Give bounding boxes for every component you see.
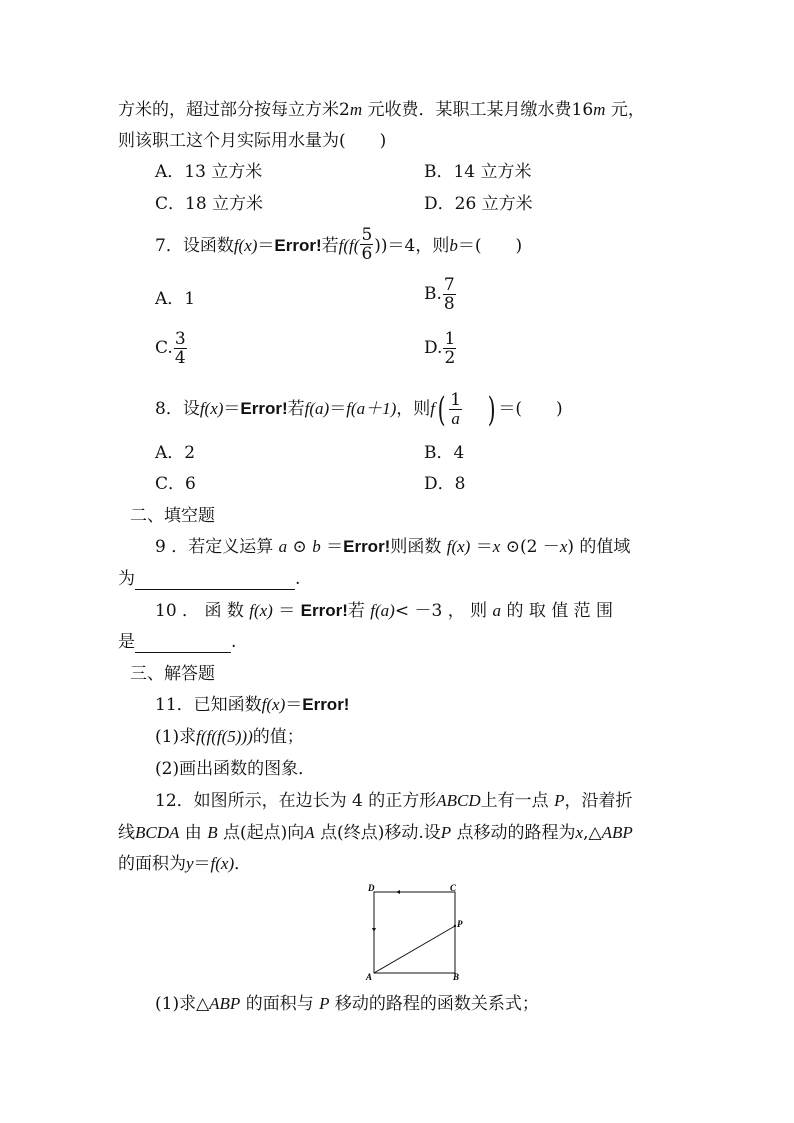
q7-option-c: C. $\frac{3}{4}$ bbox=[155, 329, 186, 368]
fraction-3-4: $\frac{3}{4}$ bbox=[174, 329, 186, 368]
q7-option-a: A．1 bbox=[155, 289, 196, 309]
q8-option-b: B．4 bbox=[424, 443, 465, 463]
answer-blank-9[interactable] bbox=[135, 571, 295, 590]
q6-option-d: D．26 立方米 bbox=[424, 194, 533, 214]
right-paren: ) bbox=[487, 389, 496, 430]
fraction-1-a: $\frac{1}{a}$ bbox=[450, 390, 462, 428]
answer-blank-10[interactable] bbox=[135, 634, 231, 653]
fraction-1-2: $\frac{1}{2}$ bbox=[444, 329, 456, 368]
q6-option-c: C．18 立方米 bbox=[155, 194, 264, 214]
label-c: C bbox=[450, 883, 457, 893]
q6-option-b: B．14 立方米 bbox=[424, 162, 532, 182]
q12-line1: 12．如图所示，在边长为 4 的正方形ABCD上有一点 P，沿着折 bbox=[155, 791, 633, 811]
q11-stem: 11．已知函数f(x)＝Error! bbox=[155, 695, 350, 715]
label-p: P bbox=[457, 919, 463, 929]
q10-line1: 10 ． 函 数 f(x) ＝ Error!若 f(a)< －3 ， 则 a 的 取 值 范 围 bbox=[155, 601, 614, 621]
q9-line1: 9 ．若定义运算 a ⊙ b ＝Error!则函数 f(x) ＝x ⊙(2 －x) 的值域 bbox=[155, 537, 631, 557]
label-a: A bbox=[366, 972, 373, 982]
arrow-down-left bbox=[372, 928, 376, 932]
q7-option-b: B. $\frac{7}{8}$ bbox=[424, 275, 455, 314]
q7-stem: 7．设函数f(x)＝Error!若f(f( $\frac{5}{6}$ ))＝4，则b＝( ) bbox=[155, 225, 523, 264]
q12-line2: 线BCDA 由 B 点(起点)向A 点(终点)移动.设P 点移动的路程为x,△ABP bbox=[118, 823, 633, 843]
label-d: D bbox=[368, 883, 375, 893]
q12-line3: 的面积为y＝f(x)． bbox=[118, 854, 252, 874]
label-b: B bbox=[453, 972, 460, 982]
fraction-5-6: $\frac{5}{6}$ bbox=[361, 225, 373, 264]
q6-option-a: A．13 立方米 bbox=[155, 162, 263, 182]
q8-stem: 8．设f(x)＝Error!若f(a)＝f(a＋1)，则f( $\frac{1}{a}$ ) ＝( ) bbox=[155, 389, 563, 430]
left-paren: ( bbox=[437, 389, 446, 430]
section-solution-heading: 三、解答题 bbox=[130, 664, 215, 684]
q6-line1: 方米的，超过部分按每立方米2m 元收费．某职工某月缴水费16m 元， bbox=[118, 100, 645, 120]
q11-part2: (2)画出函数的图象． bbox=[155, 759, 316, 779]
q8-option-d: D．8 bbox=[424, 474, 466, 494]
q6-line2: 则该职工这个月实际用水量为( ) bbox=[118, 131, 387, 151]
q8-option-a: A．2 bbox=[155, 443, 196, 463]
section-fill-in-heading: 二、填空题 bbox=[130, 506, 215, 526]
q11-part1: (1)求f(f(f(5)))的值； bbox=[155, 727, 304, 747]
q7-option-d: D. $\frac{1}{2}$ bbox=[424, 329, 456, 368]
q9-line2: 为 . bbox=[118, 569, 301, 589]
square-abcd-figure bbox=[362, 882, 468, 982]
q10-line2: 是 . bbox=[118, 632, 237, 652]
segment-ap bbox=[374, 926, 455, 973]
q12-part1: (1)求△ABP 的面积与 P 移动的路程的函数关系式； bbox=[155, 994, 539, 1014]
point-p bbox=[454, 925, 456, 927]
fraction-7-8: $\frac{7}{8}$ bbox=[443, 275, 455, 314]
q8-option-c: C．6 bbox=[155, 474, 196, 494]
arrow-left-top bbox=[396, 890, 400, 894]
